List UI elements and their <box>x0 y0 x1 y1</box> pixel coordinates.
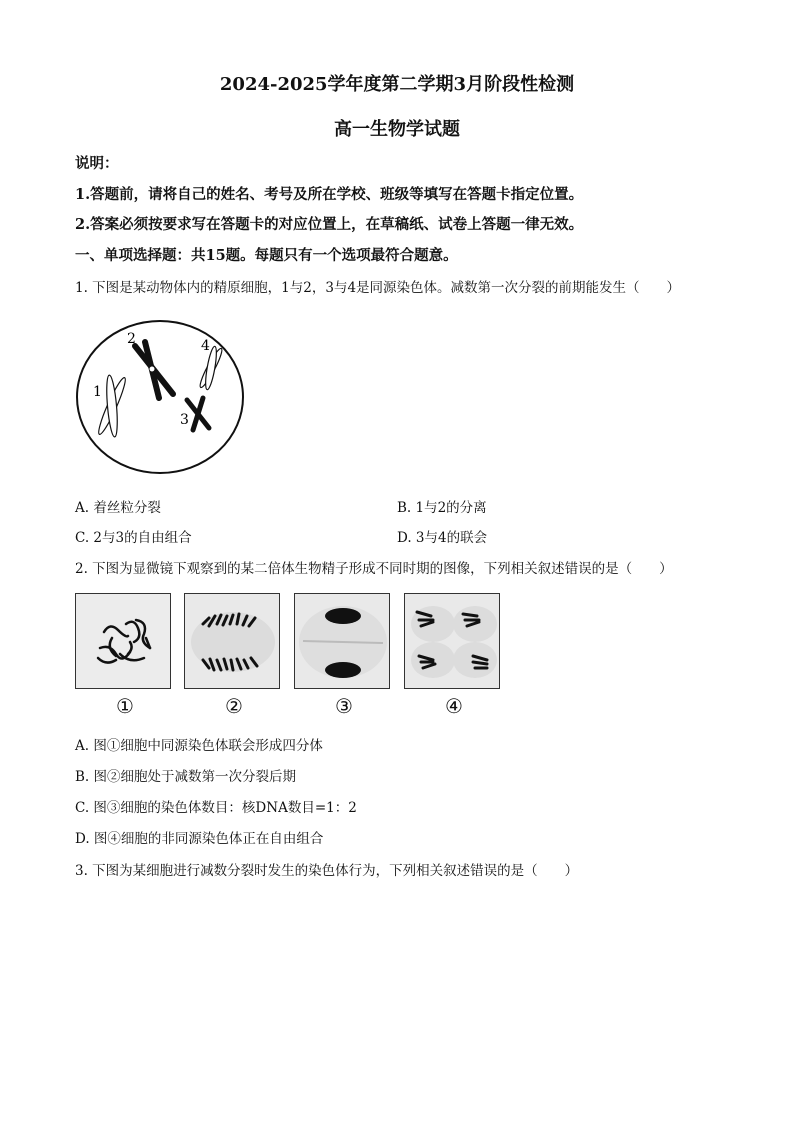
chromosome-label-1: 1 <box>93 384 102 400</box>
q1-option-a: A. 着丝粒分裂 <box>75 500 161 516</box>
q2-option-b: B. 图②细胞处于减数第一次分裂后期 <box>75 769 297 785</box>
exam-subtitle: 高一生物学试题 <box>334 119 460 140</box>
instruction-item-2: 2.答案必须按要求写在答题卡的对应位置上，在草稿纸、试卷上答题一律无效。 <box>75 216 584 233</box>
q1-option-d: D. 3与4的联会 <box>397 530 488 546</box>
question-2-stem: 2. 下图为显微镜下观察到的某二倍体生物精子形成不同时期的图像，下列相关叙述错误的是（ ） <box>75 561 673 577</box>
cell-chromosome-figure <box>74 318 249 478</box>
section-heading: 一、单项选择题：共15题。每题只有一个选项最符合题意。 <box>75 247 458 264</box>
chromosome-label-3: 3 <box>180 412 189 428</box>
instruction-item-1: 1.答题前，请将自己的姓名、考号及所在学校、班级等填写在答题卡指定位置。 <box>75 186 584 203</box>
chromosome-3 <box>187 398 209 430</box>
instructions-heading: 说明： <box>75 155 119 172</box>
chromosome-label-4: 4 <box>201 338 210 354</box>
micrograph-label-3: ③ <box>335 694 353 718</box>
q2-option-d: D. 图④细胞的非同源染色体正在自由组合 <box>75 831 324 847</box>
exam-title: 2024-2025学年度第二学期3月阶段性检测 <box>219 74 575 95</box>
micrograph-1 <box>75 593 171 689</box>
micrograph-2 <box>184 593 280 689</box>
q1-option-b: B. 1与2的分离 <box>397 500 487 516</box>
micrograph-label-4: ④ <box>445 694 463 718</box>
q2-option-c: C. 图③细胞的染色体数目：核DNA数目=1：2 <box>75 800 357 816</box>
micrograph-4 <box>404 593 500 689</box>
question-3-stem: 3. 下图为某细胞进行减数分裂时发生的染色体行为，下列相关叙述错误的是（ ） <box>75 863 579 879</box>
question-1-stem: 1. 下图是某动物体内的精原细胞，1与2，3与4是同源染色体。减数第一次分裂的前期能发生（ ） <box>75 280 681 296</box>
micrograph-label-1: ① <box>116 694 134 718</box>
micrograph-label-2: ② <box>225 694 243 718</box>
micrograph-3 <box>294 593 390 689</box>
q2-option-a: A. 图①细胞中同源染色体联会形成四分体 <box>75 738 323 754</box>
q1-option-c: C. 2与3的自由组合 <box>75 530 192 546</box>
chromosome-label-2: 2 <box>127 331 136 347</box>
